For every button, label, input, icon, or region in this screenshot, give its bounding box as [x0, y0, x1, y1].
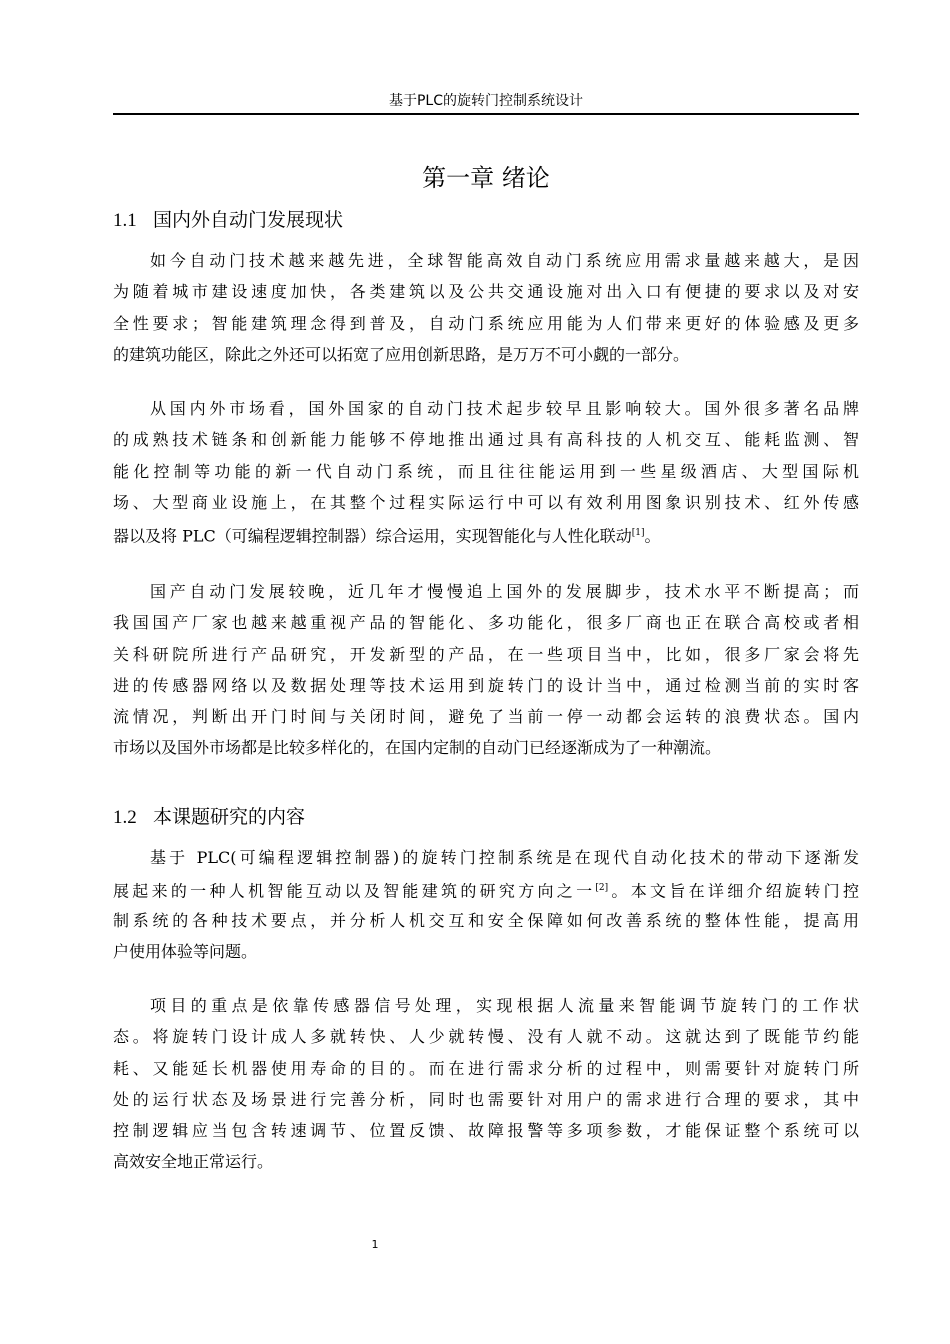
text-line: 国产自动门发展较晚，近几年才慢慢追上国外的发展脚步，技术水平不断提高；而 — [150, 582, 859, 601]
section-number: 1.1 — [113, 210, 137, 231]
text-line: 高效安全地正常运行。 — [113, 1152, 274, 1172]
section-heading-1-1 — [113, 205, 859, 236]
text-line: 如今自动门技术越来越先进，全球智能高效自动门系统应用需求量越来越大，是因 — [150, 251, 859, 270]
text-line: 户使用体验等问题。 — [113, 941, 258, 961]
text-line: 为随着城市建设速度加快，各类建筑以及公共交通设施对出入口有便捷的要求以及对安 — [113, 282, 859, 302]
section-title: 本课题研究的内容 — [153, 806, 306, 828]
citation-marker: [2] — [595, 883, 609, 894]
text-line: 基于 PLC(可编程逻辑控制器)的旋转门控制系统是在现代自动化技术的带动下逐渐发 — [150, 848, 859, 867]
text-line: 关科研院所进行产品研究，开发新型的产品，在一些项目当中，比如，很多厂家会将先 — [113, 644, 859, 664]
paragraph — [113, 393, 859, 549]
text-line: 控制逻辑应当包含转速调节、位置反馈、故障报警等多项参数，才能保证整个系统可以 — [113, 1121, 859, 1141]
header-divider — [113, 113, 859, 115]
paragraph — [113, 245, 859, 370]
section-title: 国内外自动门发展现状 — [153, 209, 344, 231]
text-line: 我国国产厂家也越来越重视产品的智能化、多功能化，很多厂商也正在联合高校或者相 — [113, 613, 859, 633]
text-line: 态。将旋转门设计成人多就转快、人少就转慢、没有人就不动。这就达到了既能节约能 — [113, 1027, 859, 1047]
section-number: 1.2 — [113, 807, 137, 828]
text-line: 制系统的各种技术要点，并分析人机交互和安全保障如何改善系统的整体性能，提高用 — [113, 910, 859, 930]
paragraph — [113, 990, 859, 1178]
chapter-title: 第一章 绪论 — [422, 164, 550, 192]
paragraph — [113, 842, 859, 967]
text-line: 的建筑功能区，除此之外还可以拓宽了应用创新思路，是万万不可小觑的一部分。 — [113, 344, 690, 364]
citation-marker: [1] — [631, 528, 645, 539]
text-line: 器以及将 PLC（可编程逻辑控制器）综合运用，实现智能化与人性化联动[1]。 — [113, 526, 661, 546]
text-line: 项目的重点是依靠传感器信号处理，实现根据人流量来智能调节旋转门的工作状 — [150, 996, 859, 1015]
section-heading-1-2 — [113, 802, 859, 833]
paragraph — [113, 576, 859, 764]
text-line: 市场以及国外市场都是比较多样化的，在国内定制的自动门已经逐渐成为了一种潮流。 — [113, 738, 722, 758]
text-line: 展起来的一种人机智能互动以及智能建筑的研究方向之一[2]。本文旨在详细介绍旋转门控 — [113, 881, 859, 901]
text-line: 流情况，判断出开门时间与关闭时间，避免了当前一停一动都会运转的浪费状态。国内 — [113, 707, 859, 727]
text-line: 进的传感器网络以及数据处理等技术运用到旋转门的设计当中，通过检测当前的实时客 — [113, 675, 859, 695]
text-line: 场、大型商业设施上，在其整个过程实际运行中可以有效利用图象识别技术、红外传感 — [113, 492, 859, 512]
text-line: 耗、又能延长机器使用寿命的目的。而在进行需求分析的过程中，则需要针对旋转门所 — [113, 1058, 859, 1078]
text-line: 从国内外市场看，国外国家的自动门技术起步较早且影响较大。国外很多著名品牌 — [150, 399, 859, 418]
text-line: 处的运行状态及场景进行完善分析，同时也需要针对用户的需求进行合理的要求，其中 — [113, 1089, 859, 1109]
text-line: 的成熟技术链条和创新能力能够不停地推出通过具有高科技的人机交互、能耗监测、智 — [113, 430, 859, 450]
page-number: 1 — [371, 1238, 379, 1251]
text-line: 能化控制等功能的新一代自动门系统，而且往往能运用到一些星级酒店、大型国际机 — [113, 461, 859, 481]
running-header: 基于PLC的旋转门控制系统设计 — [388, 93, 584, 109]
text-line: 全性要求；智能建筑理念得到普及，自动门系统应用能为人们带来更好的体验感及更多 — [113, 313, 859, 333]
